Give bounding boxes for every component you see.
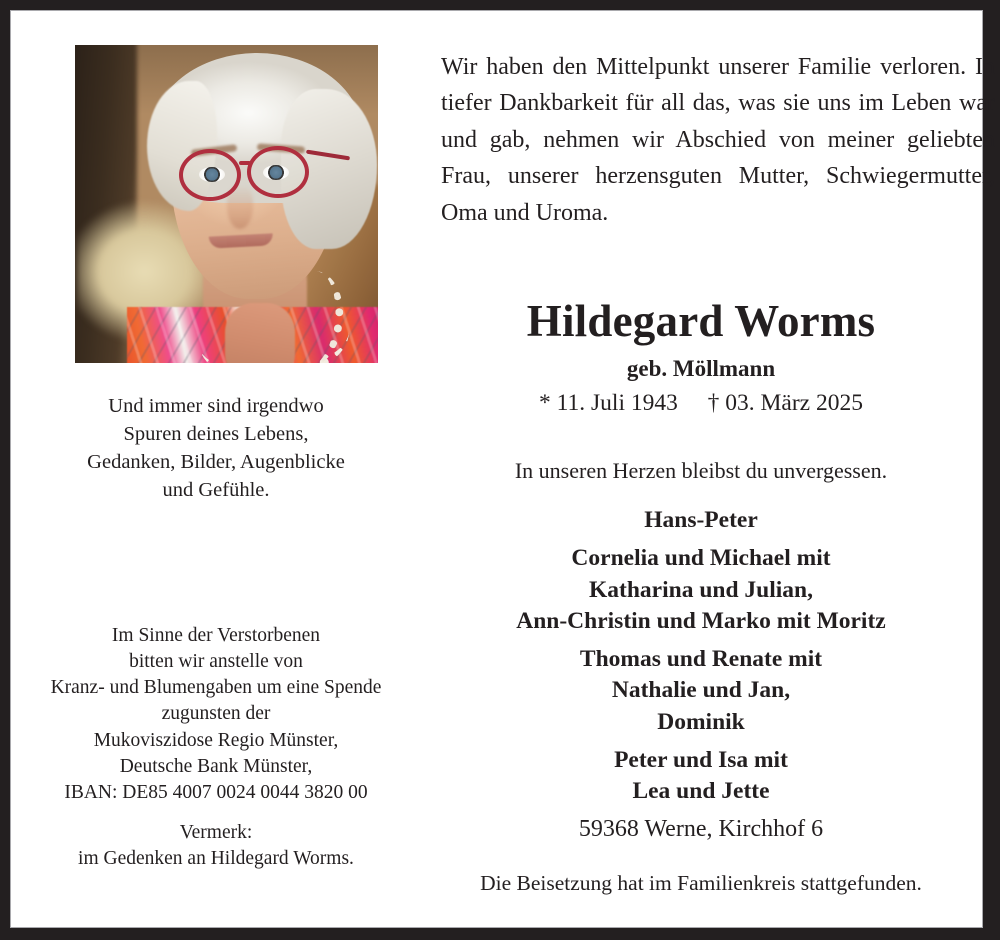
survivor-line: Peter und Isa mit: [614, 746, 788, 773]
donation-spacer: [19, 806, 413, 820]
verse-line: Und immer sind irgendwo: [108, 395, 324, 417]
introduction-text: Wir haben den Mittelpunkt unserer Familie verloren. In tiefer Dankbarkeit für all das, was sie uns im Leben war und gab, nehmen wir Abschied von meiner geliebten Frau, unserer herzensguten Mutter, Schwiegermutter, Oma und Uroma.: [441, 54, 995, 226]
memorial-verse: [31, 393, 401, 505]
obituary-card: [10, 10, 995, 928]
donation-line: bitten wir anstelle von: [129, 651, 303, 673]
survivor-line: Thomas und Renate mit: [579, 646, 823, 672]
portrait-photo: [75, 45, 378, 363]
survivors-list: [423, 505, 979, 807]
donation-reference-text: im Gedenken an Hildegard Worms.: [78, 848, 354, 869]
funeral-note: Die Beisetzung hat im Familienkreis stattgefunden.: [480, 871, 922, 895]
funeral-address: 59368 Werne, Kirchhof 6: [578, 816, 824, 842]
survivor-line: Nathalie und Jan,: [611, 677, 791, 704]
photo-glasses-bridge: [239, 161, 251, 165]
survivor-line: Lea und Jette: [632, 778, 770, 804]
verse-line: Spuren deines Lebens,: [123, 422, 309, 445]
survivor-line: Ann-Christin und Marko mit Moritz: [516, 607, 886, 634]
survivor-line: Katharina und Julian,: [589, 576, 813, 603]
photo-glasses-right-lens: [247, 146, 309, 198]
maiden-name: geb. Möllmann: [626, 356, 776, 381]
donation-beneficiary: Mukoviszidose Regio Münster,: [93, 729, 339, 751]
donation-iban: IBAN: DE85 4007 0024 0044 3820 00: [64, 781, 368, 803]
right-column: [423, 11, 995, 927]
donation-request: [19, 623, 413, 872]
birth-date: * 11. Juli 1943: [539, 390, 678, 416]
life-dates: [423, 390, 979, 417]
donation-line: zugunsten der: [161, 703, 271, 725]
survivor-group: [423, 505, 979, 536]
obituary-columns: [11, 11, 995, 927]
donation-bank: Deutsche Bank Münster,: [119, 755, 313, 777]
donation-line: Kranz- und Blumengaben um eine Spende: [50, 677, 382, 699]
verse-line: Gedanken, Bilder, Augenblicke: [87, 450, 345, 473]
survivor-group: [423, 745, 979, 808]
donation-line: Im Sinne der Verstorbenen: [111, 625, 321, 646]
survivor-group: [423, 543, 979, 637]
verse-line: und Gefühle.: [162, 478, 270, 501]
left-column: [11, 11, 421, 927]
survivor-line: Hans-Peter: [644, 507, 758, 533]
survivor-line: Cornelia und Michael mit: [571, 545, 831, 572]
photo-glasses-left-lens: [179, 149, 241, 201]
memorial-message: In unseren Herzen bleibst du unvergessen.: [514, 458, 888, 483]
survivor-line: Dominik: [657, 708, 745, 735]
donation-reference-label: Vermerk:: [179, 821, 253, 843]
survivor-group: [423, 644, 979, 738]
deceased-name: Hildegard Worms: [526, 296, 876, 346]
death-date: † 03. März 2025: [707, 390, 863, 416]
